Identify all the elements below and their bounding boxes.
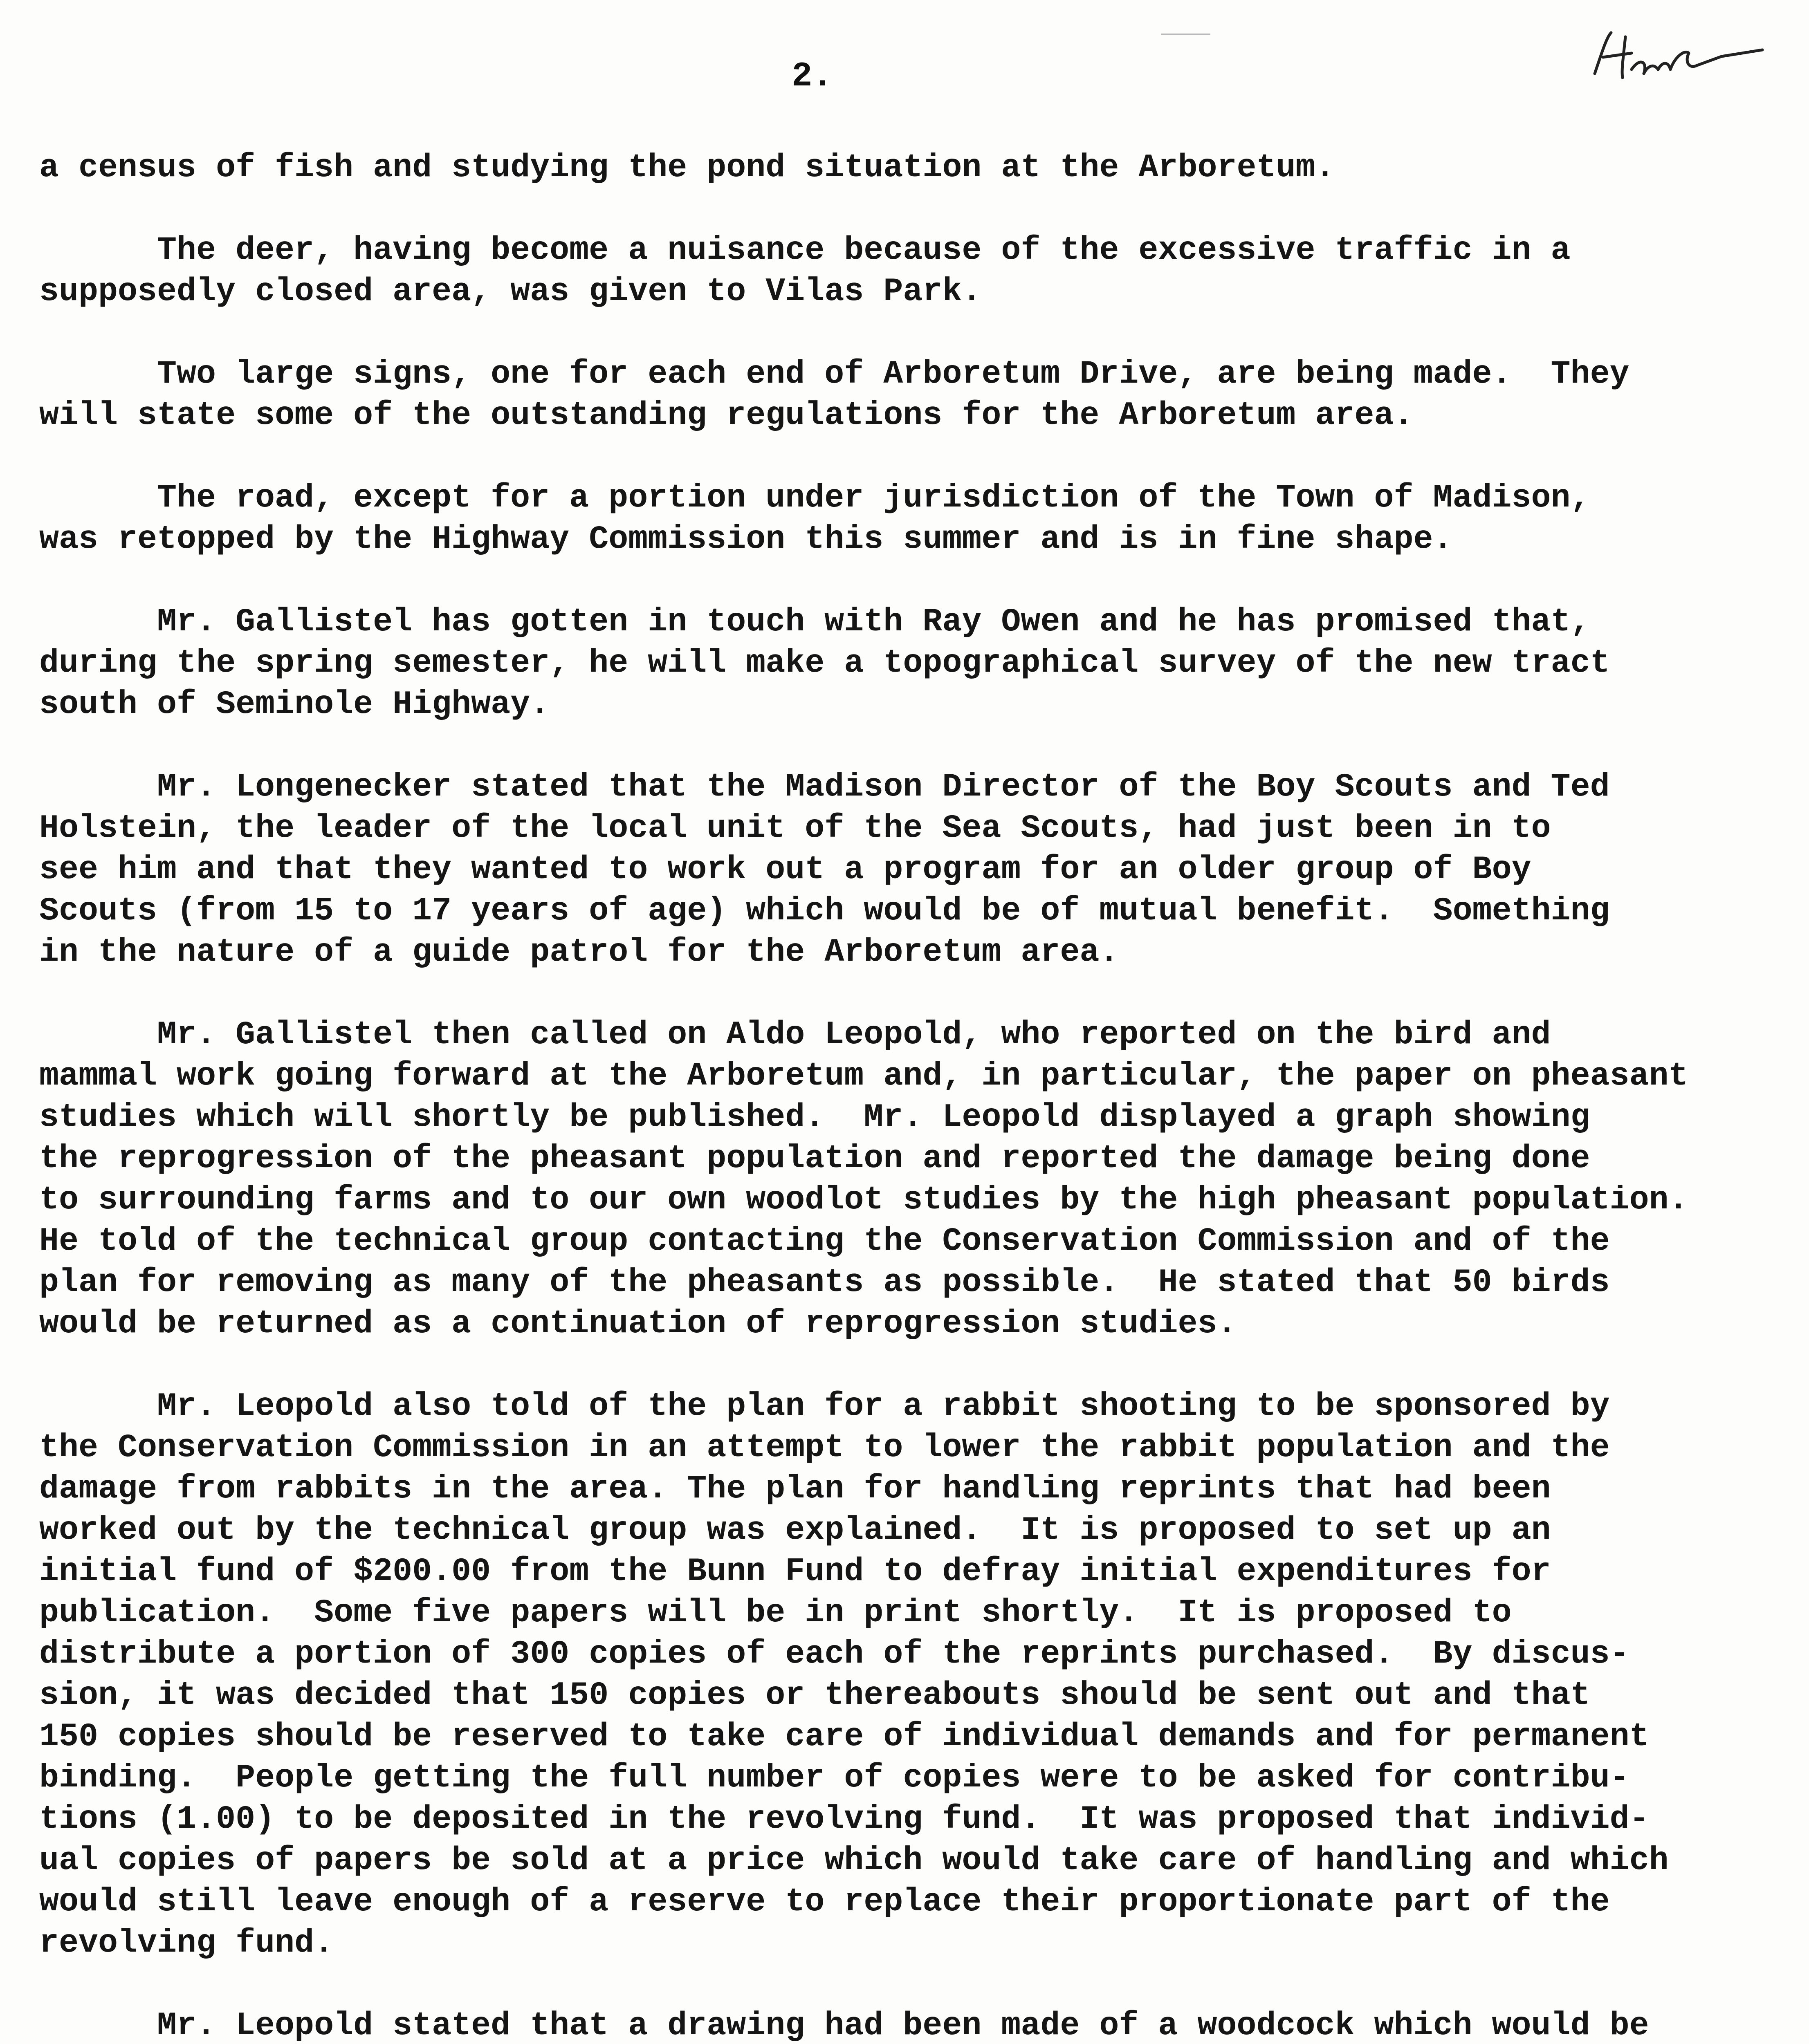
text-line: sion, it was decided that 150 copies or thereabouts should be sent out and that [39, 1677, 1590, 1714]
page-number: 2. [792, 57, 833, 96]
paragraph [39, 2005, 1777, 2044]
handwritten-signature [1587, 25, 1766, 90]
text-line: revolving fund. [39, 1925, 334, 1962]
text-line: was retopped by the Highway Commission this summer and is in fine shape. [39, 521, 1453, 558]
text-line: tions (1.00) to be deposited in the revolving fund. It was proposed that individ- [39, 1801, 1649, 1838]
text-line: publication. Some five papers will be in print shortly. It is proposed to [39, 1594, 1512, 1632]
paragraph [39, 1386, 1777, 1964]
text-line: a census of fish and studying the pond situation at the Arboretum. [39, 149, 1335, 186]
text-line: damage from rabbits in the area. The plan for handling reprints that had been [39, 1470, 1551, 1508]
scan-mark [1161, 34, 1210, 35]
text-line: Scouts (from 15 to 17 years of age) which would be of mutual benefit. Something [39, 892, 1610, 930]
text-line: mammal work going forward at the Arboretum and, in particular, the paper on pheasant [39, 1058, 1688, 1095]
text-line: the Conservation Commission in an attempt to lower the rabbit population and the [39, 1429, 1610, 1466]
text-line: Holstein, the leader of the local unit of the Sea Scouts, had just been in to [39, 810, 1551, 847]
text-line: would be returned as a continuation of reprogression studies. [39, 1305, 1237, 1342]
text-line: Mr. Leopold also told of the plan for a rabbit shooting to be sponsored by [157, 1388, 1610, 1425]
paragraph [39, 601, 1777, 725]
text-line: The deer, having become a nuisance because of the excessive traffic in a [157, 232, 1571, 269]
text-line: studies which will shortly be published. Mr. Leopold displayed a graph showing [39, 1099, 1590, 1136]
letter-body [39, 147, 1777, 2044]
text-line: worked out by the technical group was explained. It is proposed to set up an [39, 1512, 1551, 1549]
text-line: to surrounding farms and to our own woodlot studies by the high pheasant population. [39, 1181, 1688, 1219]
text-line: Mr. Leopold stated that a drawing had been made of a woodcock which would be [157, 2007, 1649, 2044]
text-line: plan for removing as many of the pheasants as possible. He stated that 50 birds [39, 1264, 1610, 1301]
text-line: in the nature of a guide patrol for the Arboretum area. [39, 934, 1119, 971]
paragraph [39, 1014, 1777, 1345]
text-line: Mr. Gallistel has gotten in touch with Ray Owen and he has promised that, [157, 603, 1590, 641]
text-line: supposedly closed area, was given to Vilas Park. [39, 273, 982, 310]
text-line: would still leave enough of a reserve to replace their proportionate part of the [39, 1883, 1610, 1921]
text-line: ual copies of papers be sold at a price which would take care of handling and which [39, 1842, 1669, 1879]
text-line: distribute a portion of 300 copies of each of the reprints purchased. By discus- [39, 1636, 1629, 1673]
text-line: Two large signs, one for each end of Arboretum Drive, are being made. They [157, 356, 1629, 393]
paragraph [39, 147, 1777, 188]
text-line: 150 copies should be reserved to take care of individual demands and for permanent [39, 1718, 1649, 1755]
text-line: initial fund of $200.00 from the Bunn Fund to defray initial expenditures for [39, 1553, 1551, 1590]
text-line: Mr. Gallistel then called on Aldo Leopold, who reported on the bird and [157, 1016, 1551, 1053]
text-line: south of Seminole Highway. [39, 686, 550, 723]
text-line: binding. People getting the full number of copies were to be asked for contribu- [39, 1759, 1629, 1797]
text-line: will state some of the outstanding regulations for the Arboretum area. [39, 397, 1414, 434]
text-line: Mr. Longenecker stated that the Madison Director of the Boy Scouts and Ted [157, 769, 1610, 806]
text-line: He told of the technical group contacting the Conservation Commission and of the [39, 1223, 1610, 1260]
paragraph [39, 477, 1777, 560]
text-line: during the spring semester, he will make a topographical survey of the new tract [39, 645, 1610, 682]
text-line: the reprogression of the pheasant population and reported the damage being done [39, 1140, 1590, 1177]
text-line: see him and that they wanted to work out a program for an older group of Boy [39, 851, 1531, 888]
paragraph [39, 766, 1777, 973]
paragraph [39, 230, 1777, 312]
paragraph [39, 354, 1777, 436]
text-line: The road, except for a portion under jurisdiction of the Town of Madison, [157, 480, 1590, 517]
